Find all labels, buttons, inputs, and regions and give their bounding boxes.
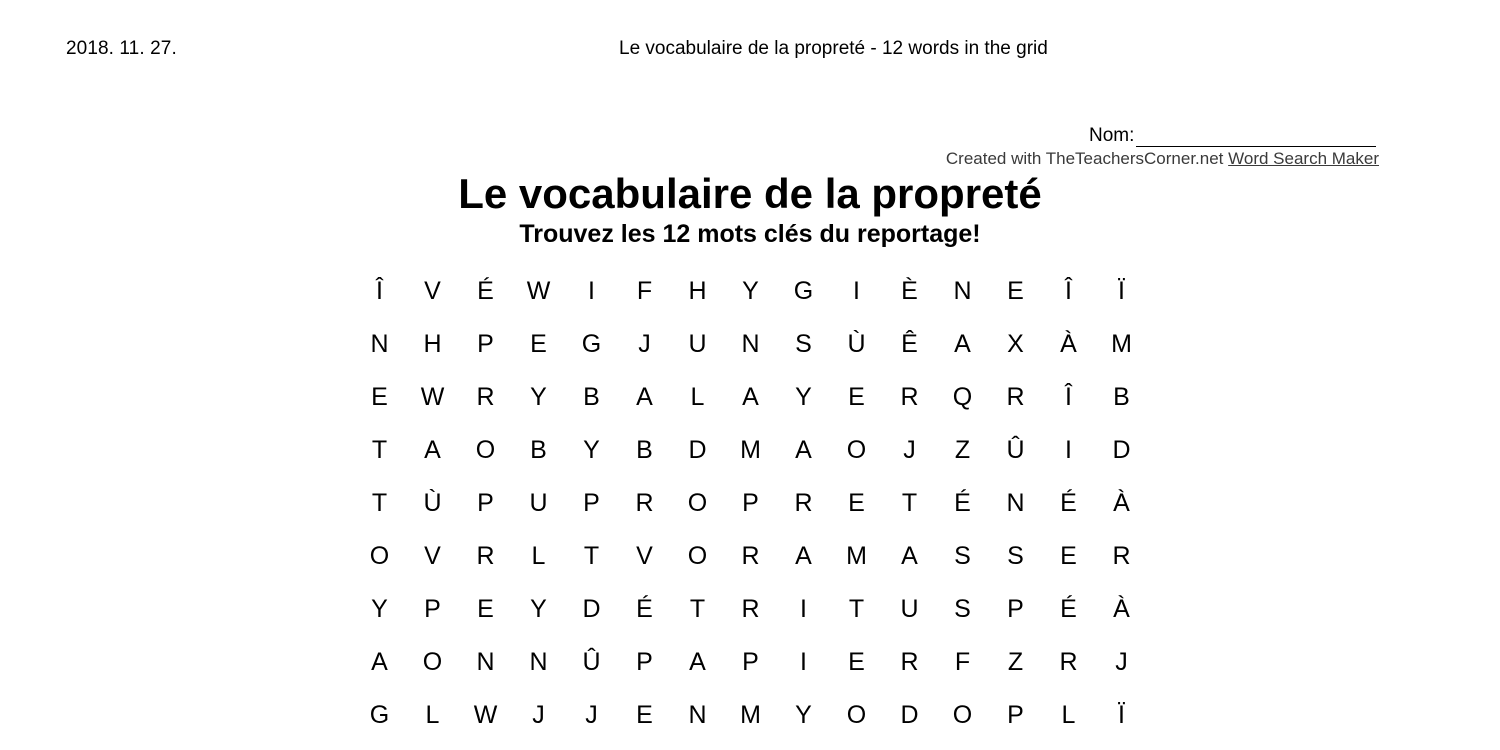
word-search-maker-link[interactable]: Word Search Maker	[1228, 149, 1379, 168]
grid-letter: F	[954, 648, 971, 676]
grid-letter: L	[690, 383, 705, 411]
grid-letter: T	[848, 595, 865, 623]
grid-letter: E	[477, 595, 494, 623]
grid-letter: Î	[376, 277, 383, 305]
grid-letter: A	[954, 330, 971, 358]
credit-text: Created with TheTeachersCorner.net	[945, 149, 1229, 168]
grid-row	[353, 318, 1149, 371]
grid-letter: A	[795, 436, 812, 464]
grid-letter: A	[901, 542, 918, 570]
grid-letter: P	[742, 489, 759, 517]
grid-letter: É	[636, 595, 653, 623]
grid-letter: R	[476, 542, 495, 570]
grid-letter: S	[795, 330, 812, 358]
grid-letter: O	[475, 436, 496, 464]
grid-letter: N	[529, 648, 548, 676]
grid-letter: D	[900, 701, 919, 729]
grid-letter: I	[588, 277, 595, 305]
grid-letter: S	[1007, 542, 1024, 570]
grid-letter: Q	[952, 383, 973, 411]
grid-row	[353, 583, 1149, 636]
puzzle-subtitle: Trouvez les 12 mots clés du reportage!	[519, 220, 981, 248]
grid-letter: B	[530, 436, 547, 464]
grid-letter: Y	[530, 383, 547, 411]
grid-row	[353, 265, 1149, 318]
grid-letter: Û	[582, 648, 601, 676]
grid-letter: J	[903, 436, 916, 464]
grid-letter: O	[369, 542, 390, 570]
grid-letter: Y	[371, 595, 388, 623]
grid-letter: E	[848, 489, 865, 517]
grid-letter: I	[800, 595, 807, 623]
grid-letter: O	[687, 542, 708, 570]
grid-letter: E	[1007, 277, 1024, 305]
grid-letter: É	[1060, 489, 1077, 517]
grid-row	[353, 371, 1149, 424]
grid-letter: A	[795, 542, 812, 570]
grid-letter: Ê	[901, 330, 918, 358]
grid-row	[353, 636, 1149, 689]
grid-letter: B	[583, 383, 600, 411]
grid-letter: O	[846, 436, 867, 464]
name-blank-line	[1136, 128, 1376, 147]
grid-letter: J	[532, 701, 545, 729]
grid-letter: S	[954, 595, 971, 623]
grid-letter: Î	[1065, 277, 1072, 305]
grid-letter: X	[1007, 330, 1024, 358]
grid-letter: J	[638, 330, 651, 358]
grid-letter: L	[425, 701, 440, 729]
grid-letter: P	[583, 489, 600, 517]
grid-letter: Y	[583, 436, 600, 464]
grid-letter: N	[1006, 489, 1025, 517]
print-header-title: Le vocabulaire de la propreté - 12 words in the grid	[619, 38, 1048, 59]
grid-letter: I	[853, 277, 860, 305]
grid-letter: W	[473, 701, 498, 729]
grid-letter: À	[1113, 595, 1130, 623]
grid-letter: T	[371, 436, 388, 464]
grid-letter: J	[585, 701, 598, 729]
grid-letter: T	[583, 542, 600, 570]
grid-letter: P	[1007, 595, 1024, 623]
grid-letter: F	[636, 277, 653, 305]
grid-letter: U	[529, 489, 548, 517]
grid-letter: É	[477, 277, 494, 305]
grid-letter: É	[954, 489, 971, 517]
grid-letter: B	[1113, 383, 1130, 411]
grid-letter: R	[1059, 648, 1078, 676]
grid-letter: R	[1112, 542, 1131, 570]
grid-letter: U	[900, 595, 919, 623]
grid-letter: V	[636, 542, 653, 570]
grid-letter: M	[1111, 330, 1132, 358]
grid-letter: A	[424, 436, 441, 464]
grid-letter: R	[741, 542, 760, 570]
grid-row	[353, 530, 1149, 583]
grid-letter: A	[689, 648, 706, 676]
puzzle-title: Le vocabulaire de la propreté	[458, 170, 1042, 217]
grid-letter: R	[476, 383, 495, 411]
grid-letter: N	[370, 330, 389, 358]
grid-letter: R	[794, 489, 813, 517]
grid-letter: H	[423, 330, 442, 358]
grid-letter: N	[953, 277, 972, 305]
grid-letter: Î	[1065, 383, 1072, 411]
grid-letter: G	[793, 277, 814, 305]
grid-letter: É	[1060, 595, 1077, 623]
grid-letter: O	[846, 701, 867, 729]
grid-letter: M	[846, 542, 867, 570]
grid-letter: R	[900, 383, 919, 411]
grid-letter: H	[688, 277, 707, 305]
grid-letter: B	[636, 436, 653, 464]
grid-letter: Z	[954, 436, 971, 464]
grid-letter: G	[581, 330, 602, 358]
grid-letter: R	[635, 489, 654, 517]
grid-letter: M	[740, 436, 761, 464]
grid-letter: Y	[742, 277, 759, 305]
grid-letter: M	[740, 701, 761, 729]
grid-letter: P	[477, 489, 494, 517]
grid-letter: E	[371, 383, 388, 411]
grid-letter: P	[742, 648, 759, 676]
grid-letter: W	[420, 383, 445, 411]
grid-letter: E	[530, 330, 547, 358]
grid-letter: N	[476, 648, 495, 676]
grid-letter: O	[952, 701, 973, 729]
grid-letter: A	[742, 383, 759, 411]
credit-line	[946, 149, 1379, 169]
grid-letter: D	[582, 595, 601, 623]
grid-letter: Ù	[847, 330, 866, 358]
grid-letter: I	[800, 648, 807, 676]
grid-letter: P	[1007, 701, 1024, 729]
name-label: Nom:	[1089, 125, 1135, 146]
grid-letter: P	[477, 330, 494, 358]
grid-letter: T	[689, 595, 706, 623]
grid-letter: G	[369, 701, 390, 729]
grid-letter: R	[741, 595, 760, 623]
grid-letter: Ï	[1118, 277, 1125, 305]
grid-letter: R	[1006, 383, 1025, 411]
grid-letter: È	[901, 277, 918, 305]
grid-letter: E	[1060, 542, 1077, 570]
grid-letter: L	[1061, 701, 1076, 729]
grid-letter: R	[900, 648, 919, 676]
grid-letter: T	[901, 489, 918, 517]
grid-letter: E	[636, 701, 653, 729]
grid-letter: Y	[795, 383, 812, 411]
grid-letter: À	[1060, 330, 1077, 358]
grid-letter: N	[688, 701, 707, 729]
grid-letter: V	[424, 542, 441, 570]
grid-letter: Y	[795, 701, 812, 729]
grid-letter: D	[1112, 436, 1131, 464]
grid-letter: Ù	[423, 489, 442, 517]
grid-letter: N	[741, 330, 760, 358]
grid-letter: T	[371, 489, 388, 517]
name-field	[1089, 125, 1376, 147]
grid-letter: Y	[530, 595, 547, 623]
grid-letter: U	[688, 330, 707, 358]
grid-letter: O	[687, 489, 708, 517]
grid-letter: E	[848, 648, 865, 676]
grid-row	[353, 689, 1149, 742]
print-date: 2018. 11. 27.	[66, 38, 177, 59]
grid-letter: S	[954, 542, 971, 570]
grid-letter: Ï	[1118, 701, 1125, 729]
grid-letter: P	[636, 648, 653, 676]
word-search-grid	[353, 265, 1149, 742]
grid-letter: L	[531, 542, 546, 570]
grid-letter: W	[526, 277, 551, 305]
grid-letter: D	[688, 436, 707, 464]
grid-letter: A	[371, 648, 388, 676]
grid-letter: P	[424, 595, 441, 623]
grid-letter: V	[424, 277, 441, 305]
grid-letter: Û	[1006, 436, 1025, 464]
grid-letter: À	[1113, 489, 1130, 517]
grid-letter: E	[848, 383, 865, 411]
grid-row	[353, 424, 1149, 477]
grid-letter: O	[422, 648, 443, 676]
grid-letter: Z	[1007, 648, 1024, 676]
grid-row	[353, 477, 1149, 530]
grid-letter: I	[1065, 436, 1072, 464]
grid-letter: J	[1115, 648, 1128, 676]
grid-letter: A	[636, 383, 653, 411]
